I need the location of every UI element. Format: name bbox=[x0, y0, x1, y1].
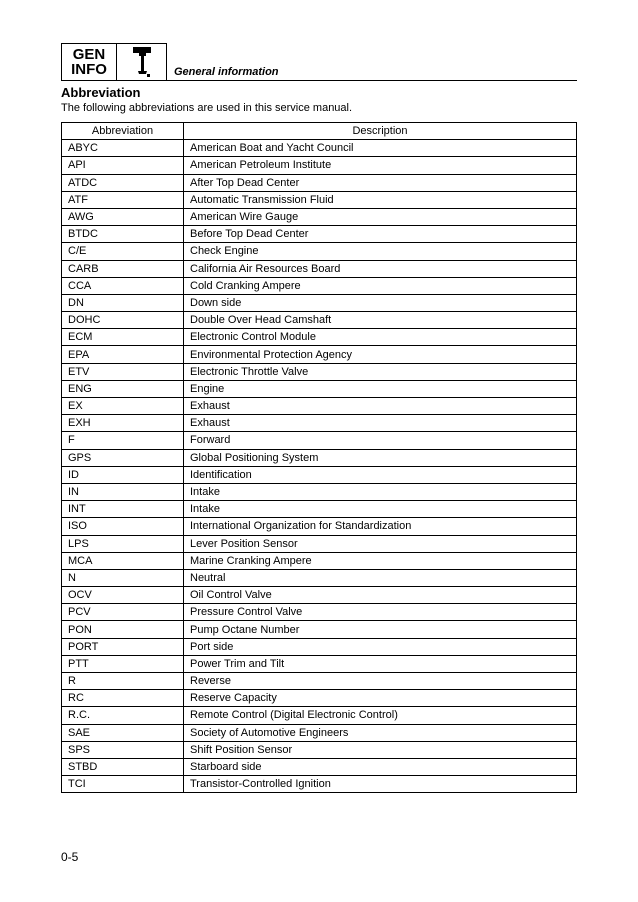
description-cell: Exhaust bbox=[184, 415, 577, 432]
abbreviation-cell: EPA bbox=[62, 346, 184, 363]
description-cell: Starboard side bbox=[184, 758, 577, 775]
header-rule bbox=[61, 80, 577, 81]
abbreviation-cell: ISO bbox=[62, 518, 184, 535]
chapter-tab bbox=[61, 43, 167, 81]
table-row bbox=[62, 415, 577, 432]
chapter-code-line2: INFO bbox=[71, 61, 107, 78]
abbreviation-cell: AWG bbox=[62, 208, 184, 225]
table-row bbox=[62, 569, 577, 586]
table-row bbox=[62, 758, 577, 775]
section-header-title: General information bbox=[174, 66, 279, 78]
table-row bbox=[62, 157, 577, 174]
table-row bbox=[62, 260, 577, 277]
table-row bbox=[62, 707, 577, 724]
description-cell: Automatic Transmission Fluid bbox=[184, 191, 577, 208]
description-cell: Exhaust bbox=[184, 398, 577, 415]
description-cell: California Air Resources Board bbox=[184, 260, 577, 277]
column-header-description: Description bbox=[184, 123, 577, 140]
table-row bbox=[62, 535, 577, 552]
description-cell: Electronic Throttle Valve bbox=[184, 363, 577, 380]
abbreviation-cell: API bbox=[62, 157, 184, 174]
abbreviation-cell: N bbox=[62, 569, 184, 586]
abbreviation-cell: INT bbox=[62, 501, 184, 518]
chapter-code-line1: GEN bbox=[72, 46, 106, 63]
table-row bbox=[62, 483, 577, 500]
description-cell: Marine Cranking Ampere bbox=[184, 552, 577, 569]
table-row bbox=[62, 690, 577, 707]
abbreviation-cell: ENG bbox=[62, 380, 184, 397]
table-row bbox=[62, 655, 577, 672]
description-cell: Pump Octane Number bbox=[184, 621, 577, 638]
description-cell: Check Engine bbox=[184, 243, 577, 260]
abbreviation-cell: EXH bbox=[62, 415, 184, 432]
table-row bbox=[62, 501, 577, 518]
abbreviation-cell: TCI bbox=[62, 776, 184, 793]
page-title: Abbreviation bbox=[61, 85, 141, 100]
abbreviation-cell: EX bbox=[62, 398, 184, 415]
table-row bbox=[62, 466, 577, 483]
abbreviation-cell: RC bbox=[62, 690, 184, 707]
description-cell: Shift Position Sensor bbox=[184, 741, 577, 758]
abbreviation-cell: IN bbox=[62, 483, 184, 500]
table-row bbox=[62, 140, 577, 157]
table-row bbox=[62, 208, 577, 225]
table-row bbox=[62, 621, 577, 638]
table-row bbox=[62, 398, 577, 415]
abbreviation-cell: MCA bbox=[62, 552, 184, 569]
description-cell: Engine bbox=[184, 380, 577, 397]
table-row bbox=[62, 604, 577, 621]
table-row bbox=[62, 174, 577, 191]
table-row bbox=[62, 724, 577, 741]
table-row bbox=[62, 518, 577, 535]
table-row bbox=[62, 346, 577, 363]
description-cell: Power Trim and Tilt bbox=[184, 655, 577, 672]
description-cell: American Wire Gauge bbox=[184, 208, 577, 225]
description-cell: Cold Cranking Ampere bbox=[184, 277, 577, 294]
table-row bbox=[62, 741, 577, 758]
abbreviation-cell: GPS bbox=[62, 449, 184, 466]
abbreviation-cell: DOHC bbox=[62, 312, 184, 329]
description-cell: Transistor-Controlled Ignition bbox=[184, 776, 577, 793]
abbreviation-cell: BTDC bbox=[62, 226, 184, 243]
abbreviation-cell: F bbox=[62, 432, 184, 449]
abbreviation-table bbox=[61, 122, 577, 793]
table-row bbox=[62, 449, 577, 466]
description-cell: American Boat and Yacht Council bbox=[184, 140, 577, 157]
description-cell: Society of Automotive Engineers bbox=[184, 724, 577, 741]
page-number: 0-5 bbox=[61, 850, 79, 864]
description-cell: Forward bbox=[184, 432, 577, 449]
abbreviation-cell: OCV bbox=[62, 587, 184, 604]
description-cell: Down side bbox=[184, 294, 577, 311]
description-cell: Oil Control Valve bbox=[184, 587, 577, 604]
abbreviation-cell: PON bbox=[62, 621, 184, 638]
abbreviation-cell: PORT bbox=[62, 638, 184, 655]
abbreviation-cell: R bbox=[62, 673, 184, 690]
table-row bbox=[62, 673, 577, 690]
table-row bbox=[62, 587, 577, 604]
description-cell: After Top Dead Center bbox=[184, 174, 577, 191]
table-row bbox=[62, 552, 577, 569]
description-cell: American Petroleum Institute bbox=[184, 157, 577, 174]
abbreviation-cell: ID bbox=[62, 466, 184, 483]
description-cell: Port side bbox=[184, 638, 577, 655]
table-row bbox=[62, 226, 577, 243]
abbreviation-cell: ATDC bbox=[62, 174, 184, 191]
table-header-row bbox=[62, 123, 577, 140]
table-row bbox=[62, 277, 577, 294]
description-cell: Remote Control (Digital Electronic Control) bbox=[184, 707, 577, 724]
table-row bbox=[62, 380, 577, 397]
description-cell: Identification bbox=[184, 466, 577, 483]
table-row bbox=[62, 294, 577, 311]
abbreviation-cell: C/E bbox=[62, 243, 184, 260]
abbreviation-cell: SAE bbox=[62, 724, 184, 741]
description-cell: Global Positioning System bbox=[184, 449, 577, 466]
abbreviation-cell: SPS bbox=[62, 741, 184, 758]
description-cell: Intake bbox=[184, 501, 577, 518]
table-row bbox=[62, 432, 577, 449]
description-cell: Reverse bbox=[184, 673, 577, 690]
table-row bbox=[62, 776, 577, 793]
description-cell: Reserve Capacity bbox=[184, 690, 577, 707]
abbreviation-cell: PTT bbox=[62, 655, 184, 672]
abbreviation-cell: PCV bbox=[62, 604, 184, 621]
table-row bbox=[62, 363, 577, 380]
abbreviation-cell: LPS bbox=[62, 535, 184, 552]
abbreviation-cell: ETV bbox=[62, 363, 184, 380]
description-cell: Lever Position Sensor bbox=[184, 535, 577, 552]
abbreviation-cell: CCA bbox=[62, 277, 184, 294]
table-body bbox=[62, 140, 577, 793]
abbreviation-cell: ECM bbox=[62, 329, 184, 346]
description-cell: Neutral bbox=[184, 569, 577, 586]
description-cell: Environmental Protection Agency bbox=[184, 346, 577, 363]
description-cell: Electronic Control Module bbox=[184, 329, 577, 346]
abbreviation-cell: ABYC bbox=[62, 140, 184, 157]
description-cell: Pressure Control Valve bbox=[184, 604, 577, 621]
table-row bbox=[62, 638, 577, 655]
abbreviation-cell: DN bbox=[62, 294, 184, 311]
column-header-abbreviation: Abbreviation bbox=[62, 123, 184, 140]
abbreviation-cell: R.C. bbox=[62, 707, 184, 724]
table-row bbox=[62, 329, 577, 346]
description-cell: Double Over Head Camshaft bbox=[184, 312, 577, 329]
outboard-motor-icon bbox=[117, 44, 166, 80]
table-row bbox=[62, 243, 577, 260]
description-cell: Intake bbox=[184, 483, 577, 500]
table-row bbox=[62, 191, 577, 208]
abbreviation-cell: CARB bbox=[62, 260, 184, 277]
description-cell: Before Top Dead Center bbox=[184, 226, 577, 243]
abbreviation-cell: ATF bbox=[62, 191, 184, 208]
intro-text: The following abbreviations are used in this service manual. bbox=[61, 102, 353, 114]
chapter-code bbox=[62, 44, 117, 80]
table-row bbox=[62, 312, 577, 329]
description-cell: International Organization for Standardization bbox=[184, 518, 577, 535]
abbreviation-cell: STBD bbox=[62, 758, 184, 775]
